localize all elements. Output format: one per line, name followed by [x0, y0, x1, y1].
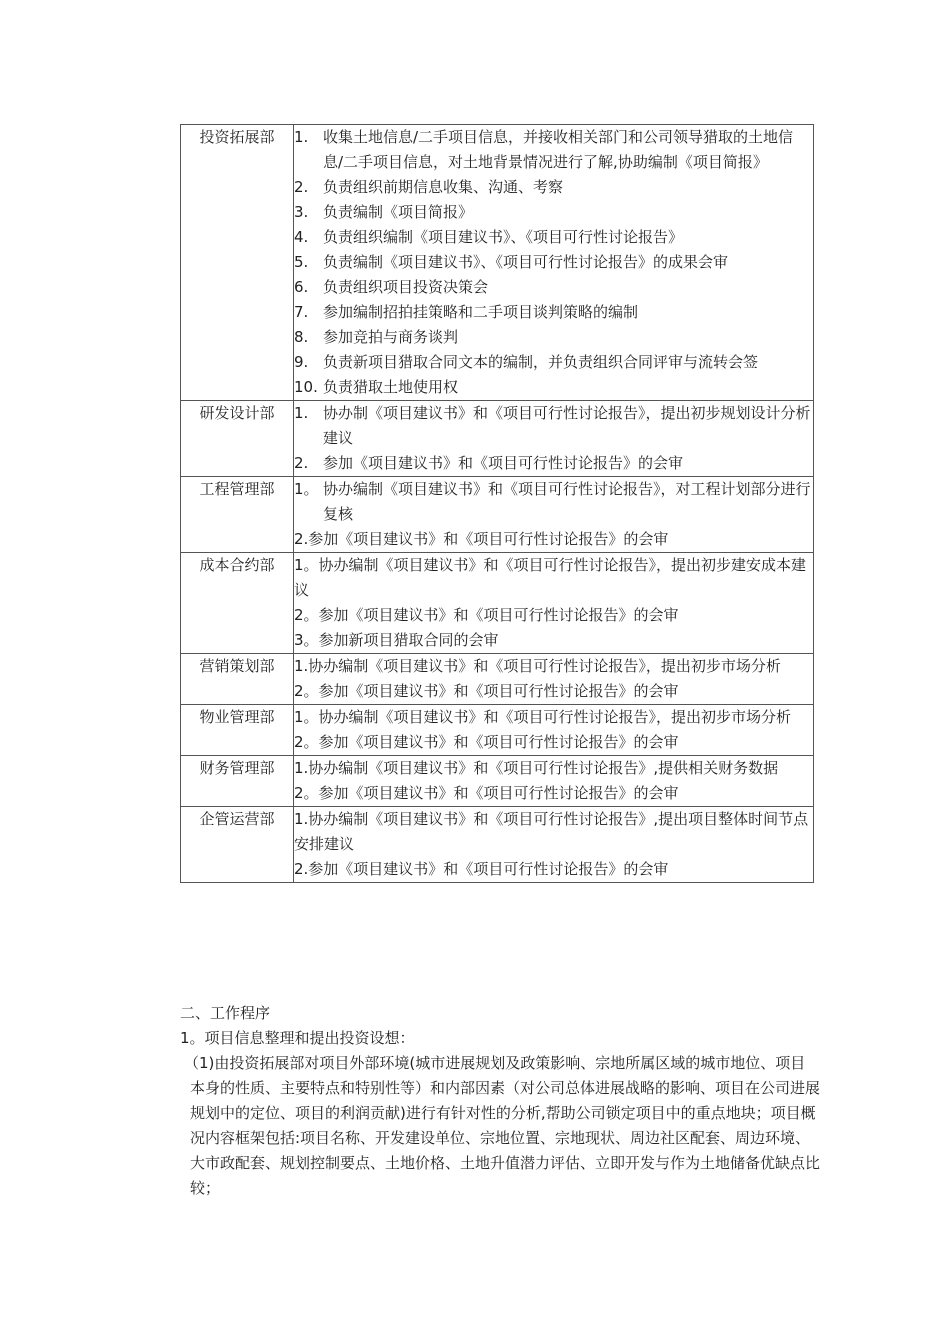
- duty-item: [294, 125, 813, 175]
- department-name: 投资拓展部: [181, 125, 294, 401]
- duty-item: [294, 275, 813, 300]
- duty-text: 负责组织编制《项目建议书》、《项目可行性讨论报告》: [323, 228, 684, 246]
- department-duties: [294, 705, 814, 756]
- duty-line: 2。参加《项目建议书》和《项目可行性讨论报告》的会审: [294, 733, 679, 751]
- department-duties: [294, 401, 814, 477]
- duty-number: 1。: [294, 480, 319, 498]
- table-row: [181, 705, 814, 756]
- duty-text: 协办制《项目建议书》和《项目可行性讨论报告》，提出初步规划设计分析建议: [323, 404, 811, 447]
- duty-item: [294, 325, 813, 350]
- duty-text: 协办编制《项目建议书》和《项目可行性讨论报告》，对工程计划部分进行复核: [323, 480, 811, 523]
- duty-line: 2。参加《项目建议书》和《项目可行性讨论报告》的会审: [294, 682, 679, 700]
- duty-number: 2.: [294, 178, 309, 196]
- department-duties: [294, 125, 814, 401]
- department-name: 研发设计部: [181, 401, 294, 477]
- step-heading: 1。项目信息整理和提出投资设想：: [180, 1029, 415, 1047]
- duty-line: 1.协办编制《项目建议书》和《项目可行性讨论报告》,提供相关财务数据: [294, 759, 779, 777]
- duty-text: 负责猎取土地使用权: [323, 378, 459, 396]
- duty-number: 3.: [294, 203, 309, 221]
- duty-number: 5.: [294, 253, 309, 271]
- duty-text: 负责编制《项目简报》: [323, 203, 474, 221]
- procedure-section: [180, 1001, 820, 1201]
- duty-item: [294, 477, 813, 527]
- table-row: [181, 401, 814, 477]
- section-heading: 二、工作程序: [180, 1004, 271, 1022]
- department-name: 营销策划部: [181, 654, 294, 705]
- duty-line: 2。参加《项目建议书》和《项目可行性讨论报告》的会审: [294, 784, 679, 802]
- duty-number: 2.: [294, 454, 309, 472]
- duty-line: 1.协办编制《项目建议书》和《项目可行性讨论报告》,提出项目整体时间节点安排建议: [294, 810, 809, 853]
- duty-number: 1.: [294, 128, 309, 146]
- duty-number: 8.: [294, 328, 309, 346]
- duty-item: [294, 375, 813, 400]
- table-row: [181, 553, 814, 654]
- duty-text: 参加《项目建议书》和《项目可行性讨论报告》的会审: [323, 454, 684, 472]
- department-duties: [294, 553, 814, 654]
- duty-number: 4.: [294, 228, 309, 246]
- duty-line: 1。协办编制《项目建议书》和《项目可行性讨论报告》，提出初步市场分析: [294, 708, 792, 726]
- duty-line: 2.参加《项目建议书》和《项目可行性讨论报告》的会审: [294, 530, 669, 548]
- table-row: [181, 807, 814, 883]
- duty-item: [294, 300, 813, 325]
- duty-item: [294, 250, 813, 275]
- duty-text: 负责组织项目投资决策会: [323, 278, 489, 296]
- duty-number: 7.: [294, 303, 309, 321]
- duty-line: 1。协办编制《项目建议书》和《项目可行性讨论报告》，提出初步建安成本建议: [294, 556, 807, 599]
- duty-item: [294, 200, 813, 225]
- department-name: 财务管理部: [181, 756, 294, 807]
- department-name: 企管运营部: [181, 807, 294, 883]
- department-duties: [294, 477, 814, 553]
- duty-item: [294, 175, 813, 200]
- duty-number: 1.: [294, 404, 309, 422]
- duty-line: 2。参加《项目建议书》和《项目可行性讨论报告》的会审: [294, 606, 679, 624]
- duty-text: 参加编制招拍挂策略和二手项目谈判策略的编制: [323, 303, 639, 321]
- department-duties: [294, 807, 814, 883]
- duty-line: 1.协办编制《项目建议书》和《项目可行性讨论报告》，提出初步市场分析: [294, 657, 781, 675]
- duty-text: 负责编制《项目建议书》、《项目可行性讨论报告》的成果会审: [323, 253, 729, 271]
- duty-item: [294, 401, 813, 451]
- duty-number: 10.: [294, 378, 318, 396]
- table-row: [181, 756, 814, 807]
- department-name: 工程管理部: [181, 477, 294, 553]
- duty-text: 收集土地信息/二手项目信息，并接收相关部门和公司领导猎取的土地信息/二手项目信息，对土地背景情况进行了解,协助编制《项目简报》: [323, 128, 794, 171]
- duty-line: 2.参加《项目建议书》和《项目可行性讨论报告》的会审: [294, 860, 669, 878]
- body-paragraph: （1)由投资拓展部对项目外部环境(城市进展规划及政策影响、宗地所属区域的城市地位、项目本身的性质、主要特点和特别性等）和内部因素（对公司总体进展战略的影响、项目在公司进展规划中的定位、项目的利润贡献)进行有针对性的分析,帮助公司锁定项目中的重点地块；项目概况内容框架包括:项目名称、开发建设单位、宗地位置、宗地现状、周边社区配套、周边环境、大市政配套、规划控制要点、土地价格、土地升值潜力评估、立即开发与作为土地储备优缺点比较；: [184, 1054, 821, 1197]
- department-name: 物业管理部: [181, 705, 294, 756]
- department-duties: [294, 654, 814, 705]
- responsibility-table: [180, 124, 814, 883]
- department-duties: [294, 756, 814, 807]
- department-name: 成本合约部: [181, 553, 294, 654]
- duty-item: [294, 350, 813, 375]
- duty-item: [294, 451, 813, 476]
- duty-text: 负责组织前期信息收集、沟通、考察: [323, 178, 564, 196]
- duty-text: 负责新项目猎取合同文本的编制，并负责组织合同评审与流转会签: [323, 353, 759, 371]
- duty-line: 3。参加新项目猎取合同的会审: [294, 631, 499, 649]
- table-row: [181, 125, 814, 401]
- duty-number: 6.: [294, 278, 309, 296]
- duty-text: 参加竞拍与商务谈判: [323, 328, 459, 346]
- duty-number: 9.: [294, 353, 309, 371]
- table-row: [181, 477, 814, 553]
- table-row: [181, 654, 814, 705]
- duty-item: [294, 225, 813, 250]
